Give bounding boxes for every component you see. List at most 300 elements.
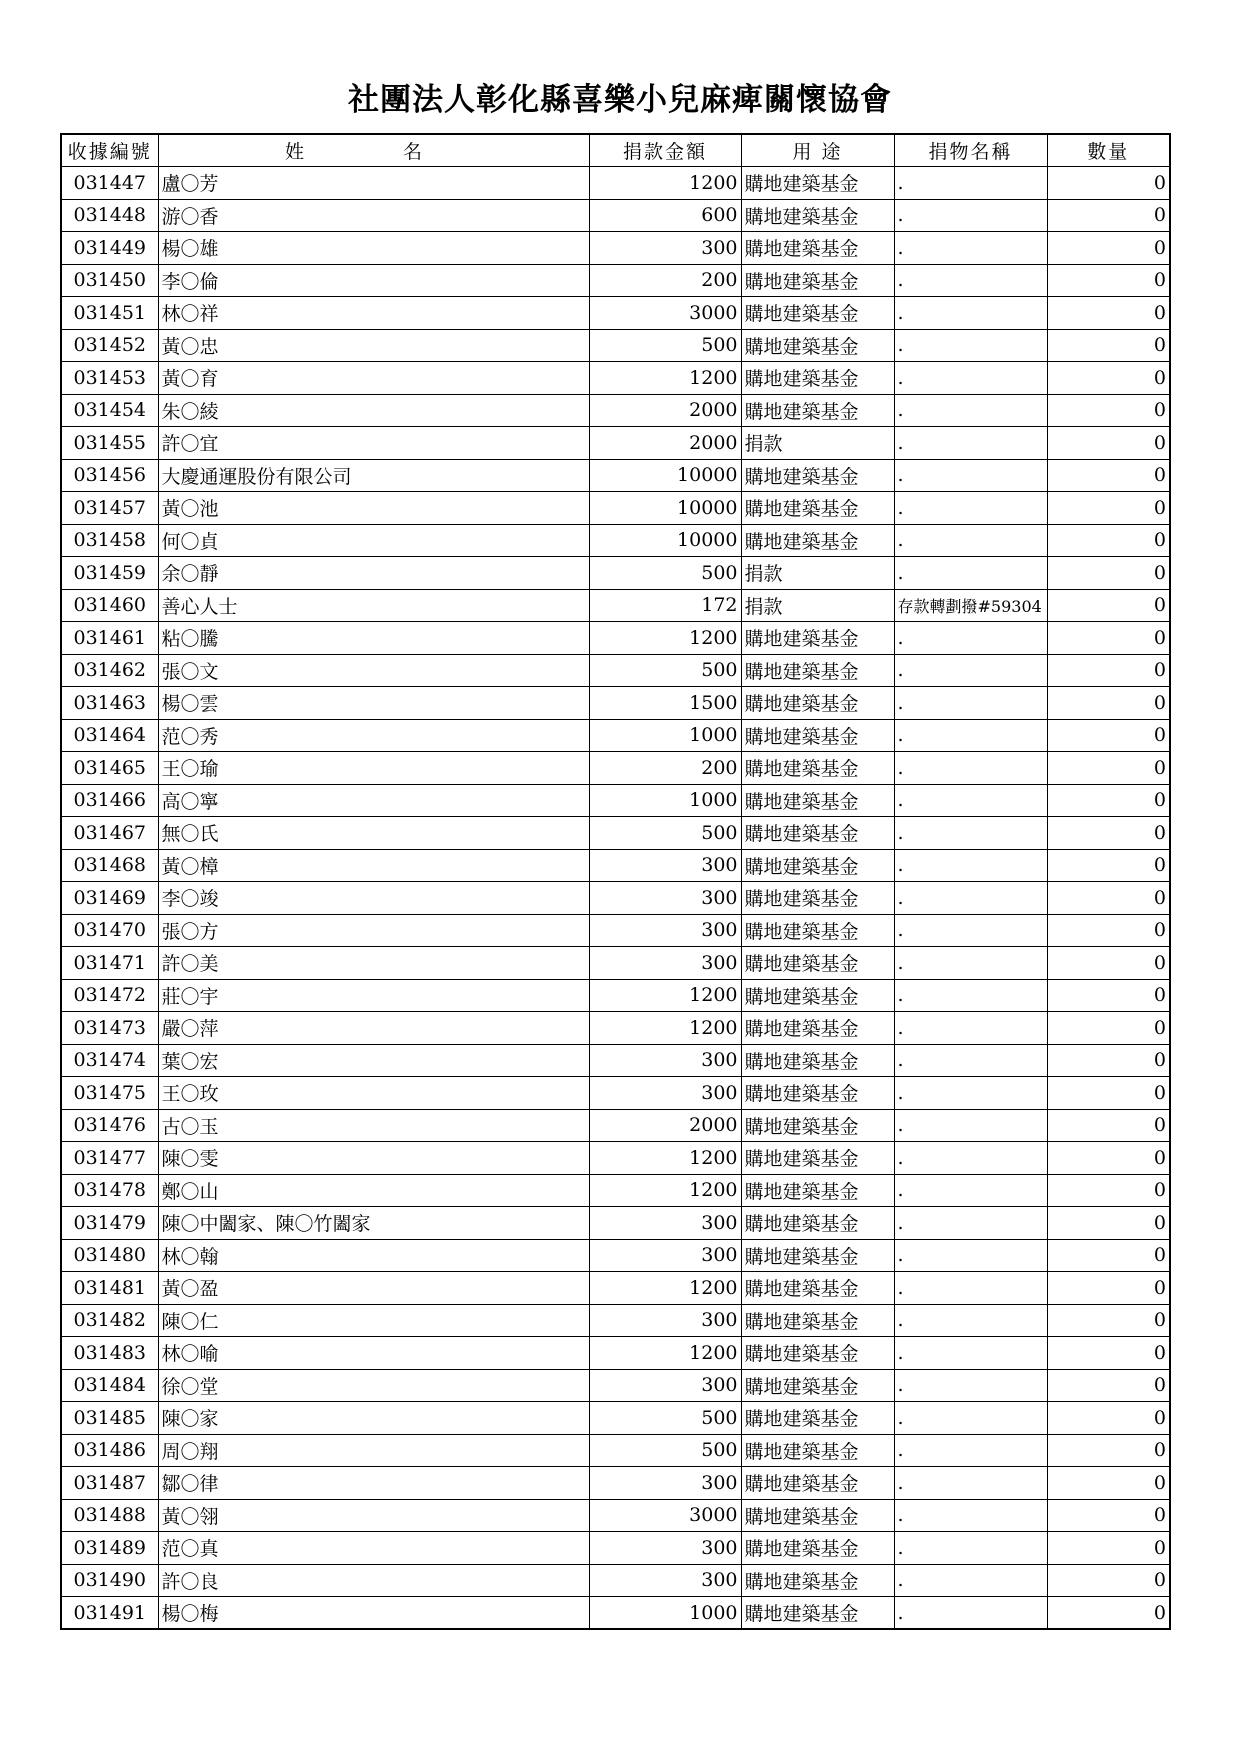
item-name-cell: .	[894, 1402, 1047, 1435]
quantity-cell: 0	[1047, 1434, 1170, 1467]
purpose-cell: 購地建築基金	[741, 1467, 894, 1500]
amount-cell: 300	[589, 1467, 741, 1500]
purpose-cell: 購地建築基金	[741, 1304, 894, 1337]
purpose-cell: 購地建築基金	[741, 264, 894, 297]
item-name-cell: .	[894, 719, 1047, 752]
amount-cell: 300	[589, 1044, 741, 1077]
purpose-cell: 購地建築基金	[741, 1077, 894, 1110]
amount-cell: 1000	[589, 1597, 741, 1630]
quantity-cell: 0	[1047, 914, 1170, 947]
table-row	[61, 199, 1170, 232]
quantity-cell: 0	[1047, 1337, 1170, 1370]
table-row	[61, 1174, 1170, 1207]
donor-name-cell: 葉〇宏	[158, 1044, 589, 1077]
receipt-no-cell: 031459	[61, 557, 158, 590]
receipt-no-cell: 031456	[61, 459, 158, 492]
item-name-cell: .	[894, 557, 1047, 590]
table-row	[61, 1239, 1170, 1272]
quantity-cell: 0	[1047, 1272, 1170, 1305]
donor-name-cell: 無〇氏	[158, 817, 589, 850]
purpose-cell: 購地建築基金	[741, 1174, 894, 1207]
quantity-cell: 0	[1047, 167, 1170, 200]
amount-cell: 1200	[589, 1142, 741, 1175]
item-name-cell: .	[894, 622, 1047, 655]
item-name-cell: .	[894, 1467, 1047, 1500]
item-name-cell: .	[894, 914, 1047, 947]
donor-name-cell: 林〇祥	[158, 297, 589, 330]
purpose-cell: 購地建築基金	[741, 784, 894, 817]
purpose-cell: 購地建築基金	[741, 1109, 894, 1142]
donor-name-cell: 王〇瑜	[158, 752, 589, 785]
receipt-no-cell: 031475	[61, 1077, 158, 1110]
receipt-no-cell: 031467	[61, 817, 158, 850]
receipt-no-cell: 031481	[61, 1272, 158, 1305]
table-row	[61, 1467, 1170, 1500]
receipt-no-cell: 031477	[61, 1142, 158, 1175]
table-row	[61, 459, 1170, 492]
table-row	[61, 817, 1170, 850]
quantity-cell: 0	[1047, 1142, 1170, 1175]
receipt-no-cell: 031466	[61, 784, 158, 817]
ledger-body	[61, 167, 1170, 1630]
table-row	[61, 654, 1170, 687]
donor-name-cell: 莊〇宇	[158, 979, 589, 1012]
donor-name-cell: 余〇靜	[158, 557, 589, 590]
item-name-cell: .	[894, 199, 1047, 232]
purpose-cell: 購地建築基金	[741, 1564, 894, 1597]
donor-name-cell: 盧〇芳	[158, 167, 589, 200]
amount-cell: 2000	[589, 1109, 741, 1142]
receipt-no-cell: 031461	[61, 622, 158, 655]
item-name-cell: .	[894, 1044, 1047, 1077]
quantity-cell: 0	[1047, 882, 1170, 915]
purpose-cell: 購地建築基金	[741, 622, 894, 655]
item-name-cell: .	[894, 167, 1047, 200]
table-row	[61, 1564, 1170, 1597]
donor-name-cell: 粘〇騰	[158, 622, 589, 655]
amount-cell: 300	[589, 914, 741, 947]
amount-cell: 1200	[589, 1174, 741, 1207]
donor-name-cell: 善心人士	[158, 589, 589, 622]
quantity-cell: 0	[1047, 1174, 1170, 1207]
receipt-no-cell: 031491	[61, 1597, 158, 1630]
item-name-cell: .	[894, 882, 1047, 915]
purpose-cell: 購地建築基金	[741, 719, 894, 752]
table-row	[61, 1044, 1170, 1077]
donor-name-cell: 黃〇育	[158, 362, 589, 395]
purpose-cell: 購地建築基金	[741, 394, 894, 427]
quantity-cell: 0	[1047, 1499, 1170, 1532]
amount-cell: 500	[589, 654, 741, 687]
table-row	[61, 1532, 1170, 1565]
header-purpose: 用 途	[741, 134, 894, 167]
purpose-cell: 購地建築基金	[741, 329, 894, 362]
table-row	[61, 1304, 1170, 1337]
amount-cell: 200	[589, 264, 741, 297]
quantity-cell: 0	[1047, 1012, 1170, 1045]
amount-cell: 3000	[589, 297, 741, 330]
receipt-no-cell: 031451	[61, 297, 158, 330]
amount-cell: 1200	[589, 362, 741, 395]
receipt-no-cell: 031454	[61, 394, 158, 427]
item-name-cell: .	[894, 1077, 1047, 1110]
receipt-no-cell: 031465	[61, 752, 158, 785]
receipt-no-cell: 031483	[61, 1337, 158, 1370]
donor-name-cell: 許〇良	[158, 1564, 589, 1597]
purpose-cell: 購地建築基金	[741, 524, 894, 557]
donor-name-cell: 張〇方	[158, 914, 589, 947]
receipt-no-cell: 031488	[61, 1499, 158, 1532]
item-name-cell: .	[894, 1564, 1047, 1597]
purpose-cell: 捐款	[741, 557, 894, 590]
receipt-no-cell: 031478	[61, 1174, 158, 1207]
amount-cell: 300	[589, 947, 741, 980]
table-row	[61, 882, 1170, 915]
item-name-cell: .	[894, 1337, 1047, 1370]
table-row	[61, 947, 1170, 980]
donor-name-cell: 嚴〇萍	[158, 1012, 589, 1045]
receipt-no-cell: 031482	[61, 1304, 158, 1337]
purpose-cell: 購地建築基金	[741, 1272, 894, 1305]
quantity-cell: 0	[1047, 459, 1170, 492]
item-name-cell: .	[894, 427, 1047, 460]
donor-name-cell: 何〇貞	[158, 524, 589, 557]
purpose-cell: 購地建築基金	[741, 882, 894, 915]
purpose-cell: 購地建築基金	[741, 1434, 894, 1467]
quantity-cell: 0	[1047, 362, 1170, 395]
quantity-cell: 0	[1047, 1402, 1170, 1435]
donor-name-cell: 林〇喻	[158, 1337, 589, 1370]
table-row	[61, 719, 1170, 752]
donor-name-cell: 陳〇中闔家、陳〇竹闔家	[158, 1207, 589, 1240]
purpose-cell: 購地建築基金	[741, 1239, 894, 1272]
donor-name-cell: 朱〇綾	[158, 394, 589, 427]
purpose-cell: 購地建築基金	[741, 1597, 894, 1630]
item-name-cell: .	[894, 1369, 1047, 1402]
donor-name-cell: 黃〇翎	[158, 1499, 589, 1532]
amount-cell: 1000	[589, 784, 741, 817]
quantity-cell: 0	[1047, 1597, 1170, 1630]
item-name-cell: .	[894, 232, 1047, 265]
item-name-cell: .	[894, 524, 1047, 557]
donor-name-cell: 大慶通運股份有限公司	[158, 459, 589, 492]
receipt-no-cell: 031490	[61, 1564, 158, 1597]
item-name-cell: .	[894, 459, 1047, 492]
donor-name-cell: 周〇翔	[158, 1434, 589, 1467]
donor-name-cell: 楊〇梅	[158, 1597, 589, 1630]
quantity-cell: 0	[1047, 297, 1170, 330]
quantity-cell: 0	[1047, 492, 1170, 525]
quantity-cell: 0	[1047, 1207, 1170, 1240]
purpose-cell: 購地建築基金	[741, 654, 894, 687]
receipt-no-cell: 031453	[61, 362, 158, 395]
table-row	[61, 1207, 1170, 1240]
table-row	[61, 784, 1170, 817]
receipt-no-cell: 031464	[61, 719, 158, 752]
donor-name-cell: 古〇玉	[158, 1109, 589, 1142]
document-title: 社團法人彰化縣喜樂小兒麻痺關懷協會	[348, 82, 892, 118]
donor-name-cell: 許〇宜	[158, 427, 589, 460]
receipt-no-cell: 031468	[61, 849, 158, 882]
purpose-cell: 購地建築基金	[741, 1369, 894, 1402]
quantity-cell: 0	[1047, 1304, 1170, 1337]
quantity-cell: 0	[1047, 1044, 1170, 1077]
quantity-cell: 0	[1047, 687, 1170, 720]
item-name-cell: .	[894, 687, 1047, 720]
table-row	[61, 524, 1170, 557]
header-quantity: 數量	[1047, 134, 1170, 167]
receipt-no-cell: 031487	[61, 1467, 158, 1500]
donor-name-cell: 張〇文	[158, 654, 589, 687]
table-row	[61, 589, 1170, 622]
amount-cell: 500	[589, 1434, 741, 1467]
quantity-cell: 0	[1047, 947, 1170, 980]
quantity-cell: 0	[1047, 1564, 1170, 1597]
purpose-cell: 購地建築基金	[741, 1142, 894, 1175]
quantity-cell: 0	[1047, 394, 1170, 427]
item-name-cell: .	[894, 1434, 1047, 1467]
donor-name-cell: 游〇香	[158, 199, 589, 232]
amount-cell: 1200	[589, 622, 741, 655]
purpose-cell: 購地建築基金	[741, 362, 894, 395]
item-name-cell: 存款轉劃撥#59304	[894, 589, 1047, 622]
receipt-no-cell: 031479	[61, 1207, 158, 1240]
quantity-cell: 0	[1047, 622, 1170, 655]
donor-name-cell: 黃〇池	[158, 492, 589, 525]
quantity-cell: 0	[1047, 199, 1170, 232]
table-row	[61, 1109, 1170, 1142]
amount-cell: 200	[589, 752, 741, 785]
purpose-cell: 購地建築基金	[741, 459, 894, 492]
amount-cell: 300	[589, 849, 741, 882]
amount-cell: 10000	[589, 492, 741, 525]
receipt-no-cell: 031452	[61, 329, 158, 362]
purpose-cell: 購地建築基金	[741, 752, 894, 785]
amount-cell: 172	[589, 589, 741, 622]
purpose-cell: 購地建築基金	[741, 1012, 894, 1045]
table-row	[61, 394, 1170, 427]
table-row	[61, 1597, 1170, 1630]
amount-cell: 300	[589, 882, 741, 915]
item-name-cell: .	[894, 1304, 1047, 1337]
purpose-cell: 購地建築基金	[741, 979, 894, 1012]
table-row	[61, 1142, 1170, 1175]
quantity-cell: 0	[1047, 427, 1170, 460]
table-row	[61, 752, 1170, 785]
amount-cell: 10000	[589, 524, 741, 557]
purpose-cell: 購地建築基金	[741, 1337, 894, 1370]
quantity-cell: 0	[1047, 817, 1170, 850]
quantity-cell: 0	[1047, 1532, 1170, 1565]
donor-name-cell: 高〇寧	[158, 784, 589, 817]
item-name-cell: .	[894, 1499, 1047, 1532]
header-receipt-no: 收據編號	[61, 134, 158, 167]
item-name-cell: .	[894, 1142, 1047, 1175]
table-row	[61, 1499, 1170, 1532]
receipt-no-cell: 031469	[61, 882, 158, 915]
receipt-no-cell: 031470	[61, 914, 158, 947]
donor-name-cell: 范〇秀	[158, 719, 589, 752]
donation-ledger-table	[60, 133, 1171, 1630]
header-name: 姓 名	[158, 134, 589, 167]
purpose-cell: 購地建築基金	[741, 914, 894, 947]
amount-cell: 500	[589, 557, 741, 590]
amount-cell: 500	[589, 817, 741, 850]
amount-cell: 300	[589, 1304, 741, 1337]
table-row	[61, 1077, 1170, 1110]
donor-name-cell: 許〇美	[158, 947, 589, 980]
quantity-cell: 0	[1047, 979, 1170, 1012]
amount-cell: 1200	[589, 1272, 741, 1305]
amount-cell: 300	[589, 1077, 741, 1110]
item-name-cell: .	[894, 1174, 1047, 1207]
table-row	[61, 167, 1170, 200]
donor-name-cell: 黃〇樟	[158, 849, 589, 882]
amount-cell: 1200	[589, 167, 741, 200]
quantity-cell: 0	[1047, 1467, 1170, 1500]
donor-name-cell: 陳〇仁	[158, 1304, 589, 1337]
donor-name-cell: 王〇玫	[158, 1077, 589, 1110]
table-row	[61, 557, 1170, 590]
receipt-no-cell: 031471	[61, 947, 158, 980]
amount-cell: 1200	[589, 979, 741, 1012]
quantity-cell: 0	[1047, 654, 1170, 687]
quantity-cell: 0	[1047, 329, 1170, 362]
purpose-cell: 購地建築基金	[741, 1499, 894, 1532]
table-row	[61, 492, 1170, 525]
table-row	[61, 914, 1170, 947]
donor-name-cell: 陳〇雯	[158, 1142, 589, 1175]
amount-cell: 2000	[589, 394, 741, 427]
header-amount: 捐款金額	[589, 134, 741, 167]
amount-cell: 300	[589, 1532, 741, 1565]
item-name-cell: .	[894, 492, 1047, 525]
table-row	[61, 1272, 1170, 1305]
purpose-cell: 捐款	[741, 589, 894, 622]
item-name-cell: .	[894, 784, 1047, 817]
amount-cell: 600	[589, 199, 741, 232]
purpose-cell: 捐款	[741, 427, 894, 460]
purpose-cell: 購地建築基金	[741, 817, 894, 850]
receipt-no-cell: 031448	[61, 199, 158, 232]
amount-cell: 1000	[589, 719, 741, 752]
table-row	[61, 687, 1170, 720]
purpose-cell: 購地建築基金	[741, 1044, 894, 1077]
item-name-cell: .	[894, 1012, 1047, 1045]
item-name-cell: .	[894, 1272, 1047, 1305]
receipt-no-cell: 031485	[61, 1402, 158, 1435]
receipt-no-cell: 031460	[61, 589, 158, 622]
receipt-no-cell: 031463	[61, 687, 158, 720]
receipt-no-cell: 031472	[61, 979, 158, 1012]
quantity-cell: 0	[1047, 1239, 1170, 1272]
purpose-cell: 購地建築基金	[741, 687, 894, 720]
receipt-no-cell: 031486	[61, 1434, 158, 1467]
receipt-no-cell: 031484	[61, 1369, 158, 1402]
purpose-cell: 購地建築基金	[741, 947, 894, 980]
table-row	[61, 1012, 1170, 1045]
item-name-cell: .	[894, 654, 1047, 687]
table-row	[61, 297, 1170, 330]
item-name-cell: .	[894, 979, 1047, 1012]
amount-cell: 3000	[589, 1499, 741, 1532]
quantity-cell: 0	[1047, 719, 1170, 752]
item-name-cell: .	[894, 1597, 1047, 1630]
item-name-cell: .	[894, 394, 1047, 427]
table-row	[61, 362, 1170, 395]
quantity-cell: 0	[1047, 1077, 1170, 1110]
quantity-cell: 0	[1047, 752, 1170, 785]
receipt-no-cell: 031473	[61, 1012, 158, 1045]
amount-cell: 300	[589, 1564, 741, 1597]
receipt-no-cell: 031449	[61, 232, 158, 265]
quantity-cell: 0	[1047, 784, 1170, 817]
receipt-no-cell: 031457	[61, 492, 158, 525]
item-name-cell: .	[894, 329, 1047, 362]
receipt-no-cell: 031455	[61, 427, 158, 460]
table-row	[61, 232, 1170, 265]
receipt-no-cell: 031462	[61, 654, 158, 687]
amount-cell: 500	[589, 1402, 741, 1435]
item-name-cell: .	[894, 1207, 1047, 1240]
amount-cell: 2000	[589, 427, 741, 460]
item-name-cell: .	[894, 264, 1047, 297]
receipt-no-cell: 031480	[61, 1239, 158, 1272]
donor-name-cell: 楊〇雄	[158, 232, 589, 265]
quantity-cell: 0	[1047, 589, 1170, 622]
quantity-cell: 0	[1047, 1109, 1170, 1142]
quantity-cell: 0	[1047, 232, 1170, 265]
donor-name-cell: 黃〇盈	[158, 1272, 589, 1305]
table-row	[61, 427, 1170, 460]
receipt-no-cell: 031476	[61, 1109, 158, 1142]
donor-name-cell: 李〇竣	[158, 882, 589, 915]
donor-name-cell: 鄒〇律	[158, 1467, 589, 1500]
amount-cell: 10000	[589, 459, 741, 492]
item-name-cell: .	[894, 1109, 1047, 1142]
donor-name-cell: 黃〇忠	[158, 329, 589, 362]
quantity-cell: 0	[1047, 264, 1170, 297]
purpose-cell: 購地建築基金	[741, 1532, 894, 1565]
amount-cell: 300	[589, 1369, 741, 1402]
item-name-cell: .	[894, 849, 1047, 882]
item-name-cell: .	[894, 817, 1047, 850]
receipt-no-cell: 031447	[61, 167, 158, 200]
amount-cell: 1200	[589, 1337, 741, 1370]
donor-name-cell: 鄭〇山	[158, 1174, 589, 1207]
purpose-cell: 購地建築基金	[741, 849, 894, 882]
donor-name-cell: 李〇倫	[158, 264, 589, 297]
table-row	[61, 1337, 1170, 1370]
quantity-cell: 0	[1047, 524, 1170, 557]
purpose-cell: 購地建築基金	[741, 492, 894, 525]
purpose-cell: 購地建築基金	[741, 167, 894, 200]
table-row	[61, 1402, 1170, 1435]
table-row	[61, 264, 1170, 297]
item-name-cell: .	[894, 752, 1047, 785]
purpose-cell: 購地建築基金	[741, 297, 894, 330]
amount-cell: 300	[589, 1207, 741, 1240]
table-row	[61, 979, 1170, 1012]
quantity-cell: 0	[1047, 557, 1170, 590]
purpose-cell: 購地建築基金	[741, 1402, 894, 1435]
receipt-no-cell: 031474	[61, 1044, 158, 1077]
item-name-cell: .	[894, 1532, 1047, 1565]
amount-cell: 500	[589, 329, 741, 362]
donor-name-cell: 范〇真	[158, 1532, 589, 1565]
amount-cell: 300	[589, 232, 741, 265]
table-row	[61, 1369, 1170, 1402]
